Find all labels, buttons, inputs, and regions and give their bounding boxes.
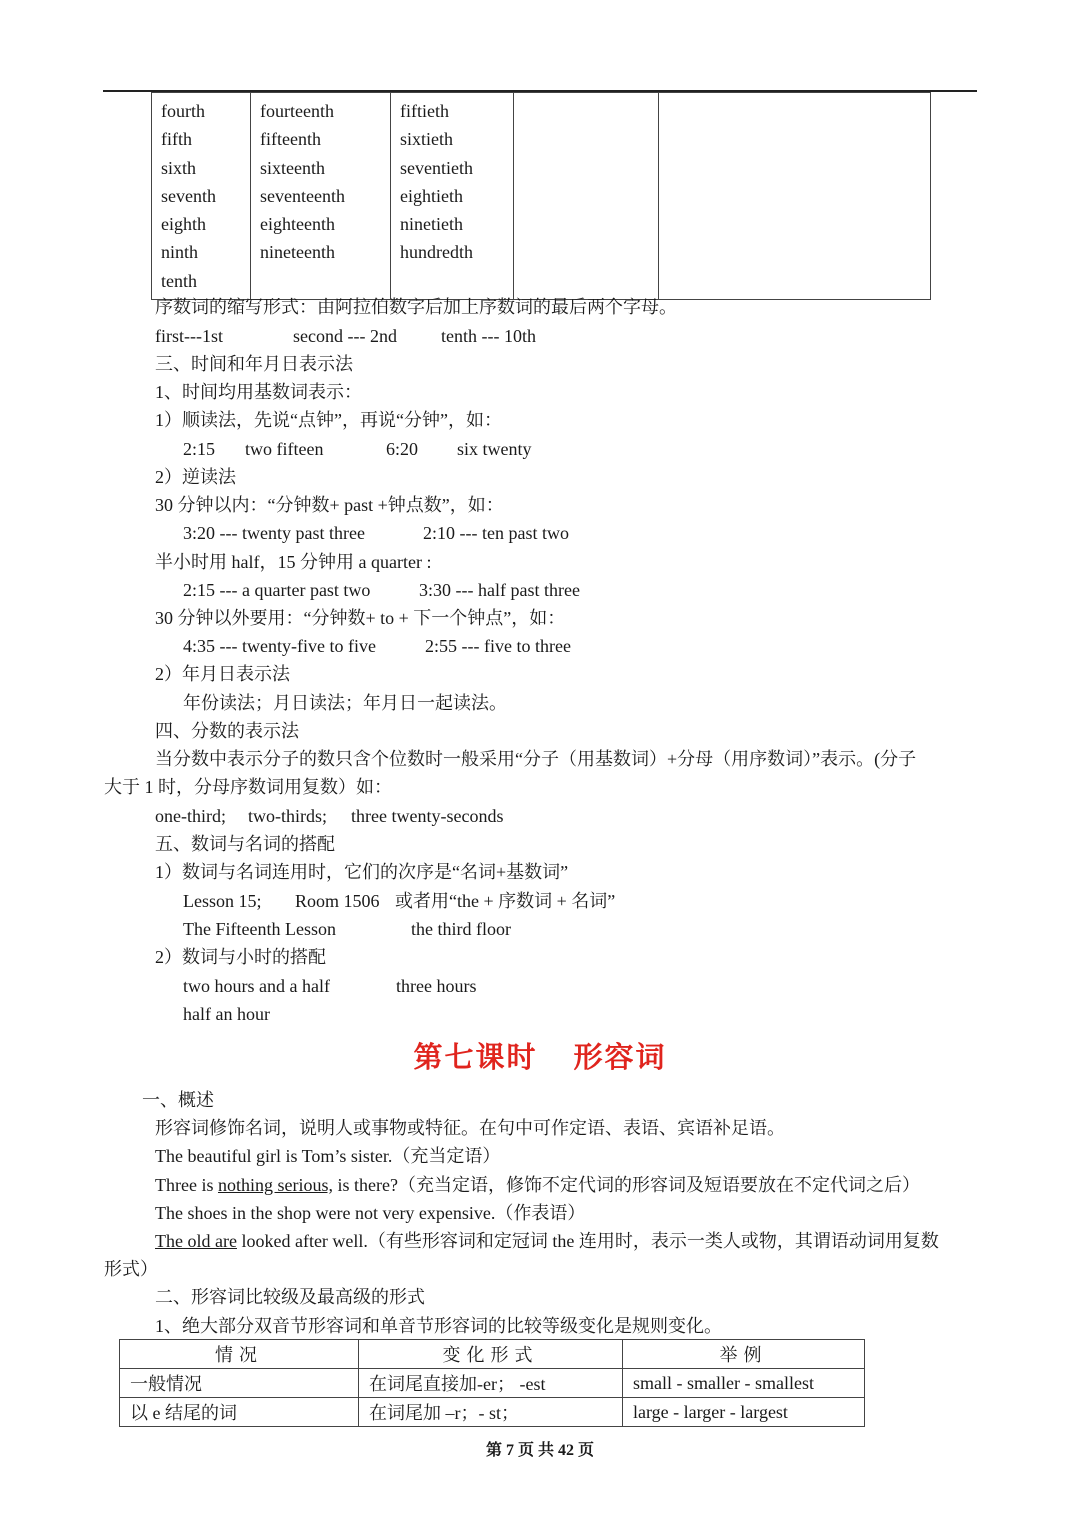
quarter-example-1: 2:15 --- a quarter past two [183,580,371,600]
table-cell: 在词尾加 –r；- st； [359,1398,623,1427]
ordinal-col-2: fourteenth fifteenth sixteenth seventeenth eighteenth nineteenth [251,93,391,300]
fraction-rule-2: 大于 1 时，分母序数词用复数）如： [104,777,392,797]
lesson-7-title: 第七课时 形容词 [413,1040,667,1074]
header-cell: 变化形式 [359,1340,623,1369]
abbr-example-1: first---1st [155,326,223,346]
ordinal-col-1: fourth fifth sixth seventh eighth ninth tenth [152,93,251,300]
time-example-a: 2:15 [183,439,216,459]
fraction-example-2: two-thirds; [248,806,327,826]
section-3-title: 三、时间和年月日表示法 [155,354,353,374]
adjective-example-1: The beautiful girl is Tom’s sister.（充当定语） [155,1146,501,1166]
adjective-example-4-cont: 形式） [104,1259,158,1279]
past-example-1: 3:20 --- twenty past three [183,523,365,543]
ordinal-table [151,92,931,300]
noun-example-3: 或者用“the + 序数词 + 名词” [395,891,616,911]
header-cell: 举例 [623,1340,865,1369]
ordinal-col-4 [514,93,659,300]
adjective-description: 形容词修饰名词，说明人或事物或特征。在句中可作定语、表语、宾语补足语。 [155,1118,785,1138]
past-example-2: 2:10 --- ten past two [423,523,569,543]
noun-example-2: Room 1506 [295,891,380,911]
adjective-example-4: The old are looked after well.（有些形容词和定冠词 the 连用时，表示一类人或物，其谓语动词用复数 [155,1231,939,1251]
ordinal-col-5 [659,93,931,300]
table-cell: 在词尾直接加-er； -est [359,1369,623,1398]
adjective-example-3: The shoes in the shop were not very expensive.（作表语） [155,1203,586,1223]
to-example-1: 4:35 --- twenty-five to five [183,636,376,656]
lesson7-section-1-title: 一、概述 [142,1090,214,1110]
adjective-example-2: Three is nothing serious, is there?（充当定语，修饰不定代词的形容词及短语要放在不定代词之后） [155,1175,920,1195]
ordinal-col-3: fiftieth sixtieth seventieth eightieth ninetieth hundredth [391,93,514,300]
table-cell: large - larger - largest [623,1398,865,1427]
section-3-2: 2）逆读法 [155,467,236,487]
beyond-30-rule: 30 分钟以外要用：“分钟数+ to + 下一个钟点”，如： [155,608,566,628]
fraction-example-3: three twenty-seconds [351,806,504,826]
table-cell: 一般情况 [120,1369,359,1398]
noun-example-4: The Fifteenth Lesson [183,919,336,939]
lesson7-section-2-1: 1、绝大部分双音节形容词和单音节形容词的比较等级变化是规则变化。 [155,1316,722,1336]
hours-example-2: three hours [396,976,477,996]
time-example-c: 6:20 [386,439,419,459]
lesson7-section-2-title: 二、形容词比较级及最高级的形式 [155,1287,425,1307]
date-description: 年份读法；月日读法；年月日一起读法。 [183,693,507,713]
within-30-rule: 30 分钟以内：“分钟数+ past +钟点数”，如： [155,495,504,515]
section-3-1-1: 1）顺读法，先说“点钟”，再说“分钟”，如： [155,410,502,430]
abbr-rule: 序数词的缩写形式：由阿拉伯数字后加上序数词的最后两个字母。 [155,297,677,317]
section-5-2: 2）数词与小时的搭配 [155,947,326,967]
noun-example-1: Lesson 15; [183,891,262,911]
abbr-example-3: tenth --- 10th [441,326,536,346]
time-example-d: six twenty [457,439,532,459]
fraction-rule-1: 当分数中表示分子的数只含个位数时一般采用“分子（用基数词）+分母（用序数词）”表示。(分子 [155,749,917,769]
quarter-example-2: 3:30 --- half past three [419,580,580,600]
table-cell: 以 e 结尾的词 [120,1398,359,1427]
table-cell: small - smaller - smallest [623,1369,865,1398]
hours-example-1: two hours and a half [183,976,330,996]
hours-example-3: half an hour [183,1004,270,1024]
noun-example-5: the third floor [411,919,511,939]
section-5-1: 1）数词与名词连用时，它们的次序是“名词+基数词” [155,862,569,882]
table-header-row [120,1340,865,1369]
header-cell: 情况 [120,1340,359,1369]
half-quarter-rule: 半小时用 half，15 分钟用 a quarter : [155,552,432,572]
to-example-2: 2:55 --- five to three [425,636,571,656]
table-row [120,1398,865,1427]
fraction-example-1: one-third; [155,806,226,826]
section-3-1: 1、时间均用基数词表示： [155,382,362,402]
table-row [120,1369,865,1398]
time-example-b: two fifteen [245,439,324,459]
comparison-table [119,1339,865,1427]
section-5-title: 五、数词与名词的搭配 [155,834,335,854]
date-title: 2）年月日表示法 [155,664,290,684]
section-4-title: 四、分数的表示法 [155,721,299,741]
page-footer: 第 7 页 共 42 页 [485,1442,594,1459]
abbr-example-2: second --- 2nd [293,326,397,346]
